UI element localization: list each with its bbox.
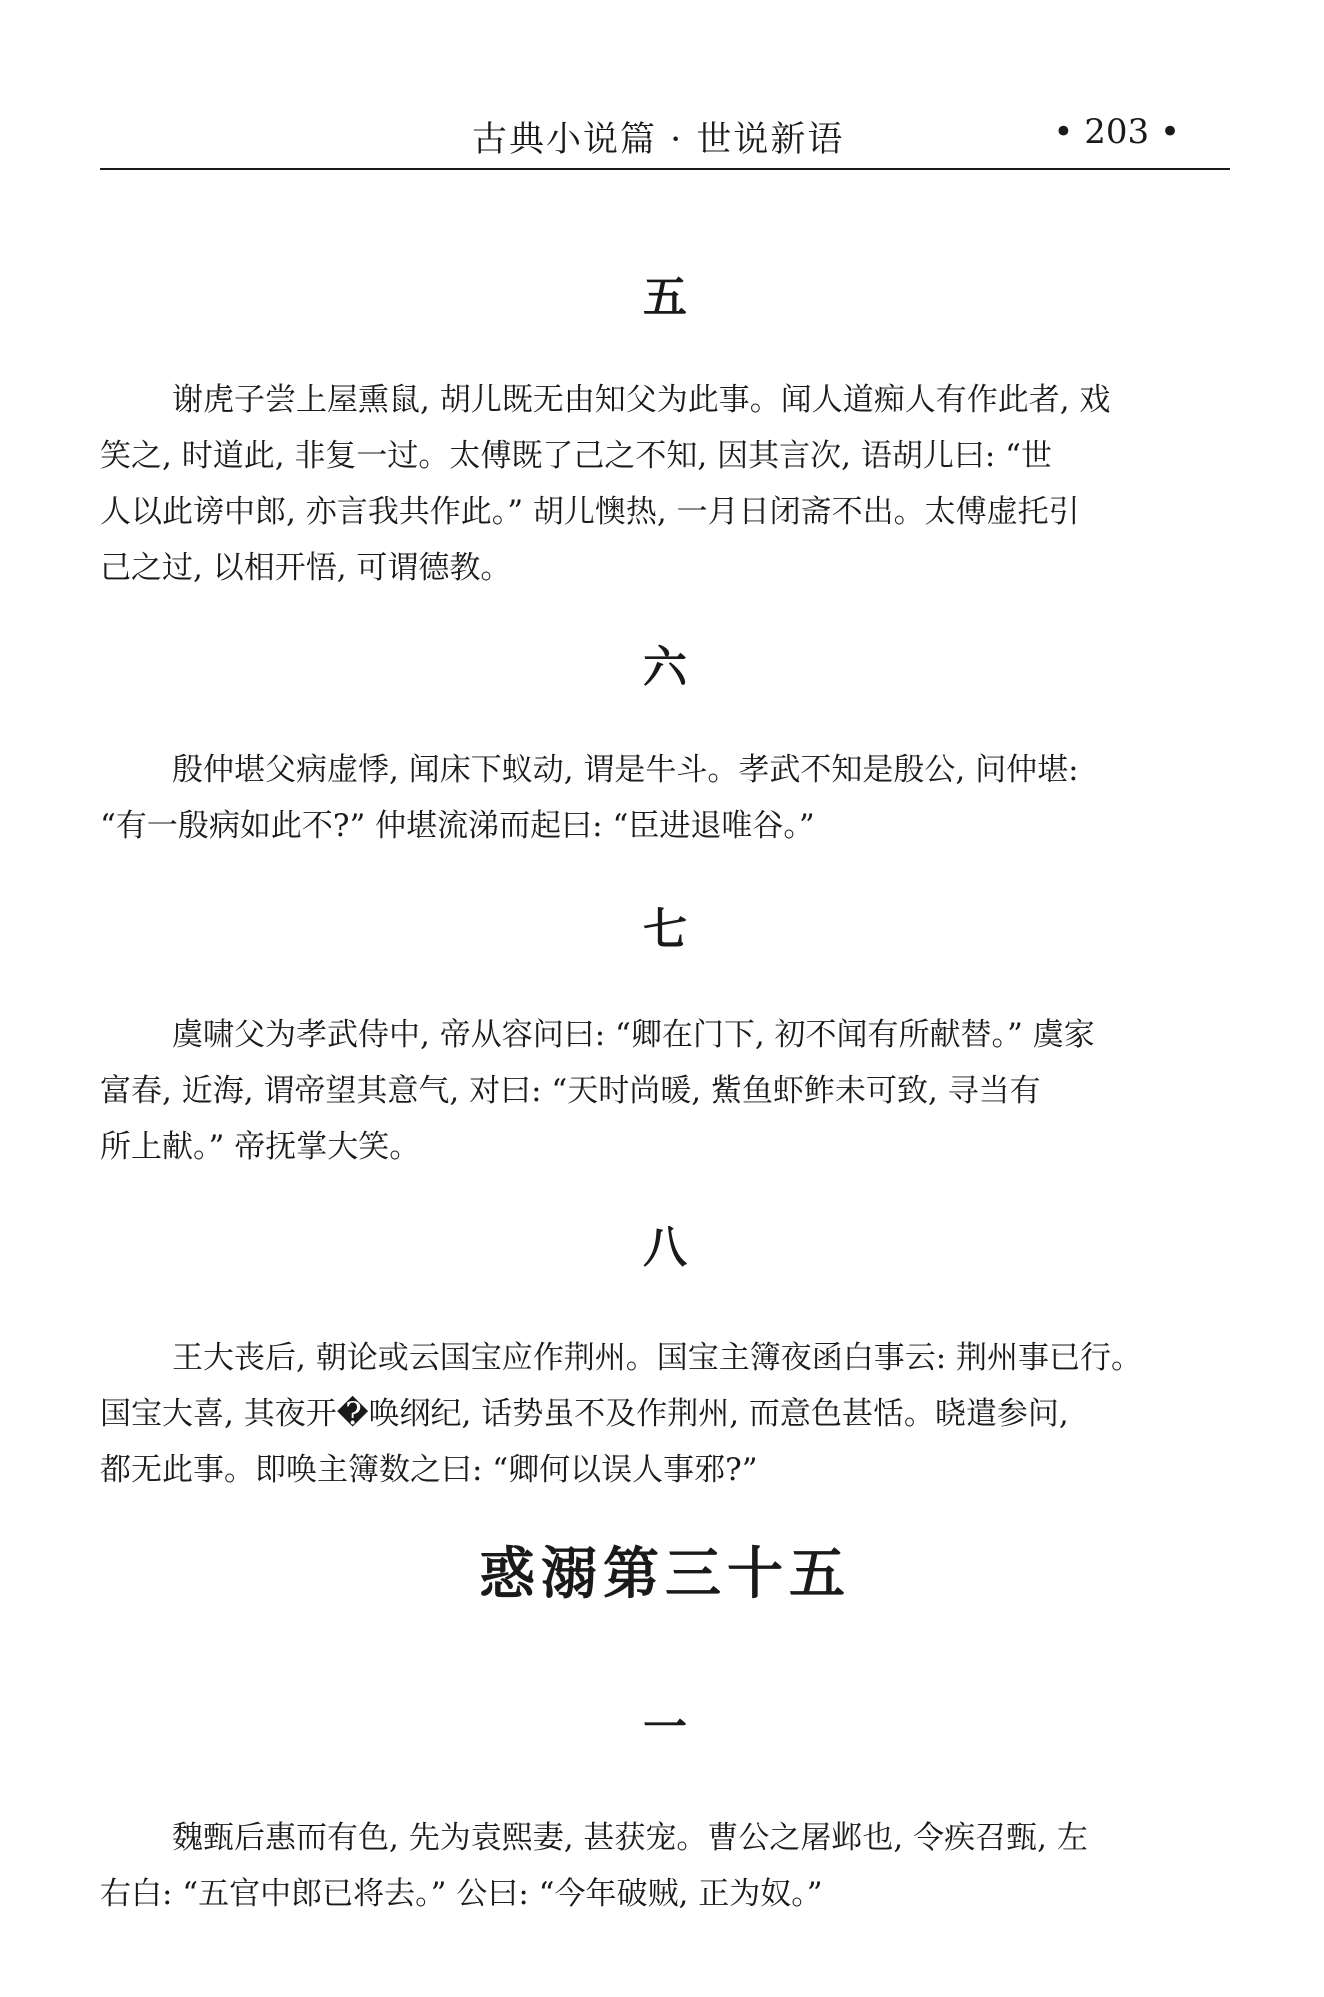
passage-line: 都无此事。即唤主簿数之曰: “卿何以误人事邪?” <box>100 1452 758 1488</box>
passage-7 <box>100 1007 1230 1175</box>
passage-line: 王大丧后, 朝论或云国宝应作荆州。国宝主簿夜函白事云: 荆州事已行。 <box>172 1340 1143 1376</box>
passage-8 <box>100 1330 1230 1498</box>
section-heading-8: 八 <box>643 1222 687 1273</box>
passage-line: 魏甄后惠而有色, 先为袁熙妻, 甚获宠。曹公之屠邺也, 令疾召甄, 左 <box>172 1820 1088 1856</box>
running-header <box>100 108 1230 170</box>
passage-6 <box>100 742 1230 854</box>
passage-1 <box>100 1810 1230 1922</box>
passage-line: 国宝大喜, 其夜开�唤纲纪, 话势虽不及作荆州, 而意色甚恬。晓遣参问, <box>100 1396 1069 1432</box>
passage-line: 所上献。” 帝抚掌大笑。 <box>100 1129 421 1165</box>
passage-line: 己之过, 以相开悟, 可谓德教。 <box>100 550 512 586</box>
section-heading-6: 六 <box>643 642 687 693</box>
passage-line: 人以此谤中郎, 亦言我共作此。” 胡儿懊热, 一月日闭斋不出。太傅虚托引 <box>100 494 1080 530</box>
passage-line: “有一殷病如此不?” 仲堪流涕而起曰: “臣进退唯谷。” <box>100 808 815 844</box>
passage-line: 笑之, 时道此, 非复一过。太傅既了己之不知, 因其言次, 语胡儿曰: “世 <box>100 438 1052 474</box>
passage-line: 右白: “五官中郎已将去。” 公曰: “今年破贼, 正为奴。” <box>100 1876 823 1912</box>
section-heading-7: 七 <box>643 904 687 955</box>
running-title: 古典小说篇 · 世说新语 <box>472 120 845 160</box>
passage-line: 殷仲堪父病虚悸, 闻床下蚁动, 谓是牛斗。孝武不知是殷公, 问仲堪: <box>172 752 1079 788</box>
passage-line: 富春, 近海, 谓帝望其意气, 对曰: “天时尚暖, 鮆鱼虾鲊未可致, 寻当有 <box>100 1073 1041 1109</box>
chapter-title: 惑溺第三十五 <box>479 1542 851 1607</box>
passage-line: 虞啸父为孝武侍中, 帝从容问曰: “卿在门下, 初不闻有所献替。” 虞家 <box>172 1017 1095 1053</box>
passage-line: 谢虎子尝上屋熏鼠, 胡儿既无由知父为此事。闻人道痴人有作此者, 戏 <box>172 382 1111 418</box>
passage-5 <box>100 372 1230 596</box>
page-number: • 203 • <box>1053 112 1180 152</box>
section-heading-1: 一 <box>643 1702 687 1753</box>
section-heading-5: 五 <box>643 272 687 323</box>
